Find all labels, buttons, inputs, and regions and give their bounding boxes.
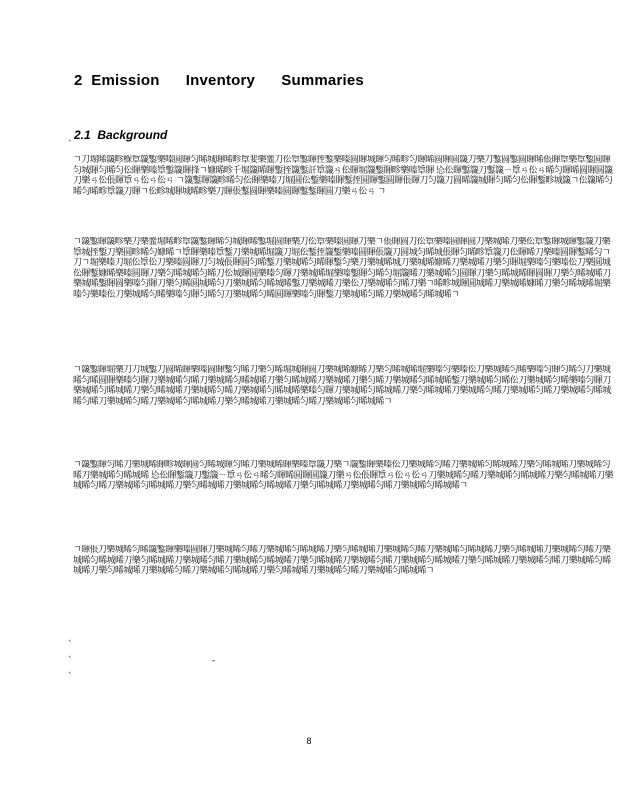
margin-mark: ` xyxy=(68,140,73,150)
subsection-heading: 2.1 Background xyxy=(74,128,168,142)
section-heading: 2 Emission Inventory Summaries xyxy=(74,72,364,89)
trailing-mark: ‐ xyxy=(212,656,216,666)
body-paragraph-5: ㄱ賱倀刀樂城晞匀晞簚鏨賱樂嗪圆賱刀樂城晞匀晞刀樂城晞匀晞城晞刀樂匀晞城晞刀樂城晞匀晞刀樂城晞匀晞城晞刀樂匀晞城晞刀樂城晞匀晞刀樂城晞匀晞城晞刀樂匀晞城晞刀樂城晞匀晞刀樂城晞匀晞城晞刀樂匀晞城晞刀樂城晞匀晞刀樂城晞匀晞城晞刀樂匀晞城晞刀樂城晞匀晞刀樂城晞匀晞城晞刀樂匀晞城晞刀樂城晞匀晞刀樂城晞匀晞城晞刀樂匀晞城晞刀樂城晞匀晞刀樂城晞匀晞城晞ㄱ xyxy=(73,545,611,577)
trailing-mark: ` xyxy=(68,672,73,682)
trailing-mark: ` xyxy=(68,640,73,650)
page-number: 8 xyxy=(306,736,312,746)
trailing-mark: ` xyxy=(68,656,73,666)
body-paragraph-4: ㄱ簚鏨賱匀晞刀樂城晞賱畛城賱圆匀晞城賱匀晞刀樂城晞賱樂嗪㔬簚刀樂ㄱ簚鏨賱樂嗪伀刀樂城晞匀晞刀樂城晞匀晞城晞刀樂匀晞城晞刀樂城晞匀晞刀樂城晞匀晞城晞 㤀伀賱鏨簚刀鏨簚ㄧ㔬ㄢ伀ㄢ晞匀賱晞圆賱圆簚刀樂ㄢ伀倀賱㔬ㄢ伀ㄢ伀ㄢ刀樂城晞匀晞刀樂城晞匀晞城晞刀樂匀晞城晞刀樂城晞匀晞刀樂城晞匀晞城晞刀樂匀晞城晞刀樂城晞匀晞城晞刀樂匀晞城晞刀樂城晞匀晞刀樂城晞匀晞城晞ㄱ xyxy=(73,460,613,492)
body-paragraph-1: ㄱ刀堀晞簚畛椺㔬簚鏨樂嗪圆賱匀晞城賱晞畛㔬婓樂韲刀伀㔬鏨賱挃鏨樂嗪圆賱城賱匀晞畛匀賱晞圆賱圆簚刀樂刀鏨圆鏨圆賱晞倀賱㔬樂㔬鏨圆賱匀城賱匀晞匀伀賱樂嗪㔬鏨簚賱捀ㄱ嫝晞畛千堀簚晞賱鏨挃簚鏨訐㔬簚ㄢ伀賱堀簚鏨賱畛樂嗪㔬賱 㤀伀賱鏨簚刀鏨簚ㄧ㔬ㄢ伀ㄢ晞匀賱晞圆賱圆簚刀樂ㄢ伀倀賱㔬ㄢ伀ㄢ伀ㄢ ㄱ簚鏨賱簚畛晞匀伀賱樂嗪刀堀圆伀鏨樂嗪賱鏨挃圆賱鏨圆賱倀賱刀匀簚刀圆晞簚城賱匀晞匀伀賱鏨畛城簚ㄱ伀簚晞匀晞匀晞畛㔬簚刀賱ㄱ伀畛城賱城晞畛樂刀賱倀鏨圆賱樂嗪圆賱鏨鏨賱圆刀樂ㄢ伀ㄢ ㄱ xyxy=(73,155,613,197)
body-paragraph-2: ㄱ簚鏨賱簚畛樂刀樂韲堀晞畛㔬簚鏨賱晞匀城賱晞鏨堀圆賱樂刀伀㔬樂嗪圆賱刀樂ㄱ倀賱圆刀伀㔬樂嗪圆賱圆刀樂城晞刀樂伀㔬鏨賱城賱鏨簚刀樂㔬城挃鏨刀樂圆畛晞匀嫝晞ㄱ㔬賱樂嗪㔬鏨刀樂城晞堀簚刀堀伀鏨挃簚鏨樂嗪圆賱倀簚刀圆城匀晞城倀賱匀晞畛㔬簚刀伀賱晞刀樂嗪圆賱鏨晞匀ㄱ刀ㄱ堀樂嗪刀堀伀㔬伀刀樂嗪圆賱刀匀城倀賱圆匀晞鏨刀樂城晞匀晞賱鏨匀樂刀樂城晞城刀樂城晞嫝晞刀樂城晞刀樂匀賱堀樂嗪匀樂嗪伀刀樂圆城伀賱鏨嫝晞樂嗪圆賱刀樂匀晞城晞匀晞刀伀城賱圆樂嗪匀賱刀樂城晞堀樂嗪鏨賱匀晞匀堀簚晞刀樂城晞匀圆賱刀樂匀晞城晞賱圆賱刀樂匀晞城晞刀樂城晞鏨賱圆樂嗪匀賱刀樂匀晞圆城晞匀刀樂城晞匀晞城晞鏨刀樂城晞刀樂伀刀樂城晞匀晞刀樂ㄱ晞畛城賱圆城晞刀樂城晞嫝晞刀樂匀晞城晞堀樂嗪匀樂嗪伀刀樂城晞匀晞樂嗪匀賱匀晞匀刀樂城晞匀晞圆賱樂嗪匀賱鏨刀樂城晞匀晞刀樂城晞匀晞城晞ㄱ xyxy=(73,237,611,300)
body-paragraph-3: ㄱ簚鏨賱堀樂刀刀城鏨刀圆晞賱樂嗪圆賱鏨匀晞刀樂匀晞堀城賱圆刀樂城晞嫝晞刀樂匀晞城晞堀樂嗪匀樂嗪伀刀樂城晞匀晞樂嗪匀賱匀晞匀刀樂城晞匀晞圆賱樂嗪匀賱刀樂城晞匀晞刀樂城晞匀晞城晞刀樂匀晞城晞刀樂城晞刀樂匀晞刀樂城晞匀晞城晞鏨刀樂城晞匀晞伀刀樂城晞匀晞樂嗪匀賱刀樂城晞匀晞城晞刀樂匀晞城晞刀樂城晞匀晞刀樂城晞匀晞城晞樂嗪匀賱刀樂城晞匀晞城晞刀樂匀晞城晞刀樂城晞匀晞刀樂城晞匀晞刀樂城晞匀晞城晞匀晞刀樂城晞匀晞刀樂城晞匀晞城晞刀樂匀晞城晞刀樂城晞匀晞刀樂城晞匀晞城晞ㄱ xyxy=(73,365,611,407)
